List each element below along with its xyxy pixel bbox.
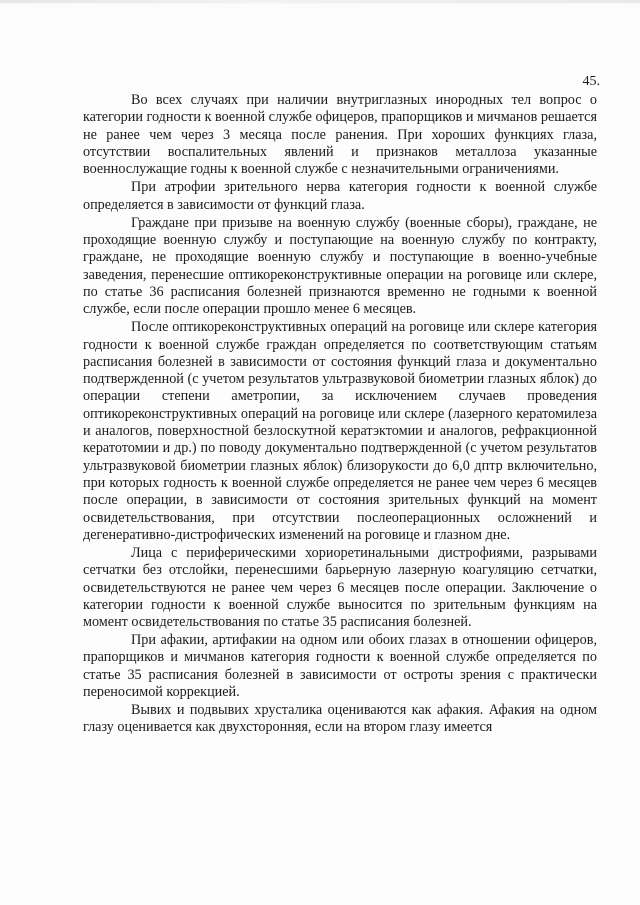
paragraph-after-surgery: После оптикореконструктивных операций на роговице или склере категория годности к военной службе граждан определяется по соответствующим статьям расписания болезней в зависимости от состояния функций глаза и документально подтвержденной (с учетом результатов ультразвуковой биометрии глазных яблок) до операции степени аметропии, за исключением случаев проведения оптикореконструктивных операций на роговице или склере (лазерного кератомилеза и аналогов, поверхностной безлоскутной кератэктомии и аналогов, рефракционной кератотомии и др.) по поводу документально подтвержденной (с учетом результатов ультразвуковой биометрии глазных яблок) близорукости до 6,0 дптр включительно, при которых годность к военной службе определяется не ранее чем через 6 месяцев после операции, в зависимости от состояния зрительных функций на момент освидетельствования, при отсутствии послеоперационных осложнений и дегенеративно-дистрофических изменений на роговице и глазном дне.	[83, 319, 597, 543]
paragraph-optic-atrophy: При атрофии зрительного нерва категория годности к военной службе определяется в зависимости от функций глаза.	[83, 179, 597, 213]
paragraph-conscripts-surgery: Граждане при призыве на военную службу (военные сборы), граждане, не проходящие военную службу и поступающие на военную службу по контракту, граждане, не проходящие военную службу и поступающие в военно-учебные заведения, перенесшие оптикореконструктивные операции на роговице или склере, по статье 36 расписания болезней признаются временно не годными к военной службе, если после операции прошло менее 6 месяцев.	[83, 214, 597, 318]
paragraph-lens-dislocation: Вывих и подвывих хрусталика оцениваются как афакия. Афакия на одном глазу оценивается как двухсторонняя, если на втором глазу имеется	[83, 702, 597, 736]
body-text	[83, 92, 597, 738]
scan-edge	[0, 0, 640, 3]
paragraph-aphakia: При афакии, артифакии на одном или обоих глазах в отношении офицеров, прапорщиков и мичманов категория годности к военной службе определяется по статье 35 расписания болезней в зависимости от остроты зрения с практически переносимой коррекцией.	[83, 632, 597, 701]
paragraph-foreign-bodies: Во всех случаях при наличии внутриглазных инородных тел вопрос о категории годности к военной службе офицеров, прапорщиков и мичманов решается не ранее чем через 3 месяца после ранения. При хороших функциях глаза, отсутствии воспалительных явлений и признаков металлоза указанные военнослужащие годны к военной службе с незначительными ограничениями.	[83, 92, 597, 178]
page-number: 45.	[582, 74, 600, 89]
paragraph-retinal-dystrophy: Лица с периферическими хориоретинальными дистрофиями, разрывами сетчатки без отслойки, перенесшими барьерную лазерную коагуляцию сетчатки, освидетельствуются не ранее чем через 6 месяцев после операции. Заключение о категории годности к военной службе выносится по зрительным функциям на момент освидетельствования по статье 35 расписания болезней.	[83, 544, 597, 631]
